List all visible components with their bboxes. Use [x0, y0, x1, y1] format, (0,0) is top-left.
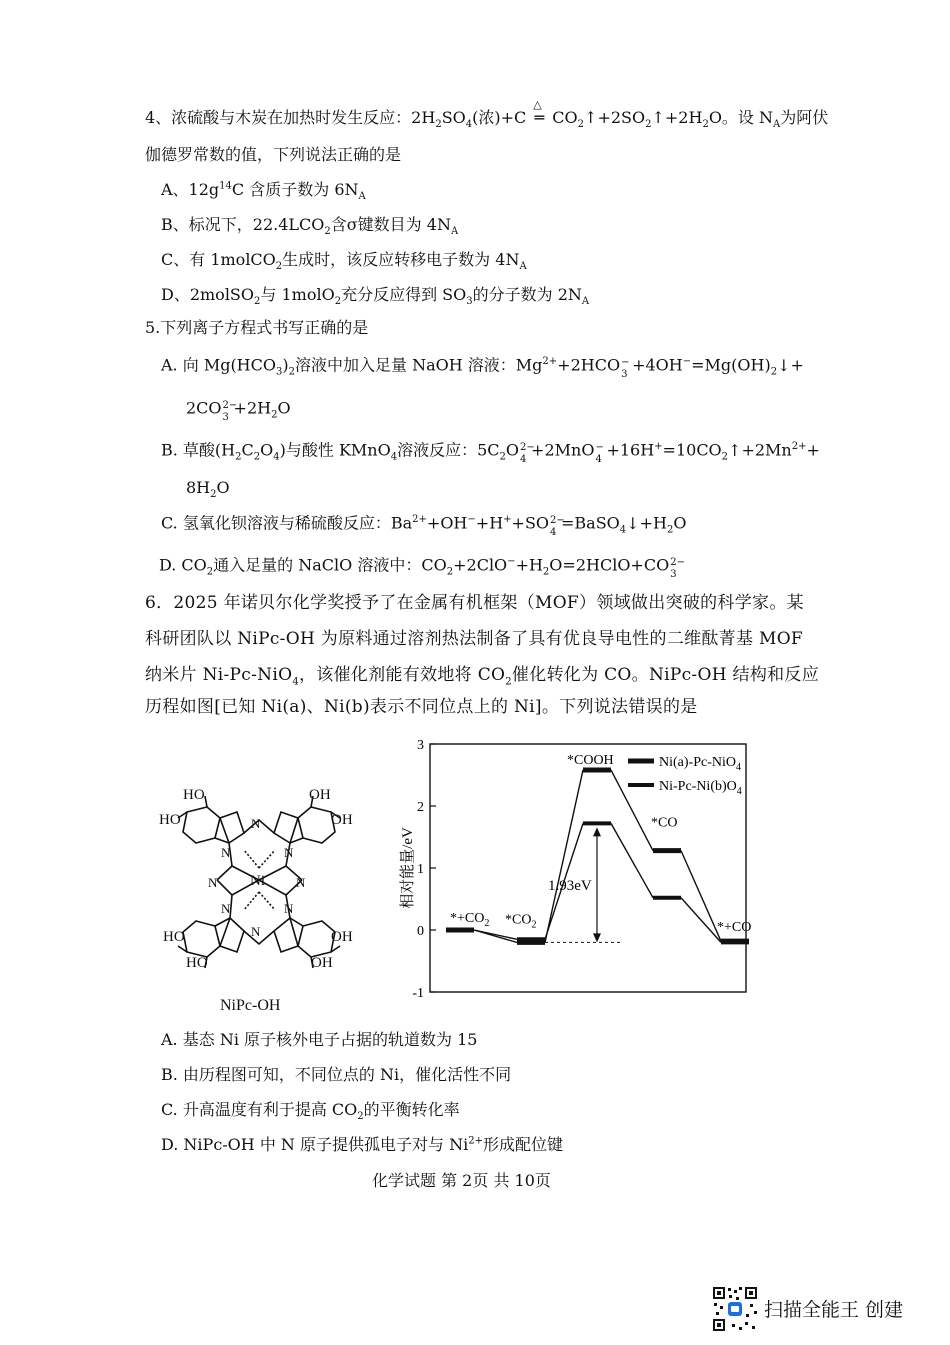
sup: − [621, 357, 630, 368]
n-label: N [296, 875, 306, 890]
text: O [260, 440, 274, 460]
text: 含σ键数目为 4N [330, 215, 451, 234]
text: +2ClO [453, 555, 508, 575]
q4-stem-part: (浓)+C [472, 108, 527, 127]
n-label: N [251, 816, 261, 831]
oh-label: OH [331, 812, 353, 828]
series-connector [681, 851, 721, 942]
sub: 3 [222, 412, 229, 423]
q6-line4: 历程如图[已知 Ni(a)、Ni(b)表示不同位点上的 Ni]。下列说法错误的是 [145, 697, 698, 717]
sup: 2+ [412, 514, 427, 526]
sub: 3 [621, 369, 628, 380]
text: O=2HClO+CO [549, 555, 670, 575]
q4-stem-part: 为阿伏 [780, 108, 829, 127]
state-label: *CO [651, 815, 678, 831]
q5-stem: 5.下列离子方程式书写正确的是 [145, 318, 369, 337]
chart-legend [628, 755, 742, 797]
state-label: $*CO_2$ [505, 912, 537, 931]
text: +2H [233, 398, 272, 418]
q6-line2: 科研团队以 NiPc-OH 为原料通过溶剂热法制备了具有优良导电性的二维酞菁基 MOF [145, 629, 804, 649]
sup: − [682, 356, 692, 368]
sub: A [581, 296, 590, 308]
series-connector [474, 930, 517, 939]
molecule-caption: NiPc-OH [220, 997, 281, 1014]
text: 催化转化为 CO。NiPc-OH 结构和反应 [511, 665, 820, 685]
series-connector [611, 770, 653, 851]
oh-label: OH [331, 929, 353, 945]
text: C、有 1molCO [161, 250, 276, 269]
text: +SO [511, 513, 550, 533]
q4-stem-part: CO [552, 108, 578, 127]
sub: 3 [276, 366, 283, 378]
text: + [806, 440, 820, 460]
text: O [673, 513, 687, 533]
text: 溶液反应：5C [397, 440, 500, 460]
text: B、标况下，22.4LCO [161, 215, 325, 234]
text: C 含质子数为 6N [231, 180, 359, 199]
text: 8H [186, 478, 211, 497]
oh-label: OH [311, 955, 333, 971]
q4-stem-part: SO [441, 108, 466, 127]
barrier-annotation: 1.93eV [548, 877, 592, 894]
text: +OH [426, 513, 468, 533]
sub: 2 [666, 524, 674, 536]
sub: 2 [577, 119, 585, 131]
ho-label: HO [186, 955, 208, 971]
sub: 4 [619, 524, 627, 536]
text: 的平衡转化率 [363, 1100, 460, 1119]
sub: 4 [465, 119, 473, 131]
text: 溶液中加入足量 NaOH 溶液：Mg [295, 355, 543, 375]
text: O [277, 398, 291, 418]
state-label: $*+CO_2$ [450, 911, 490, 929]
sup: 2− [222, 400, 238, 411]
text: ) [282, 355, 289, 375]
state-label: *COOH [567, 753, 614, 769]
text: )与酸性 KMnO [279, 440, 391, 460]
n-label: N [251, 924, 261, 939]
text: D. NiPc-OH 中 N 原子提供孤电子对与 Ni [161, 1135, 469, 1154]
page-footer: 化学试题 第 2页 共 10页 [372, 1171, 551, 1190]
text: O [505, 440, 520, 460]
series-connector [545, 770, 583, 942]
sub: 4 [390, 451, 398, 463]
text: 通入足量的 NaClO 溶液中：CO [213, 555, 447, 575]
text: =Mg(OH) [691, 355, 771, 375]
sup: 2− [670, 557, 685, 568]
text: +2MnO [531, 440, 595, 460]
sup: + [503, 514, 512, 526]
q6-option-a: A. 基态 Ni 原子核外电子占据的轨道数为 15 [161, 1030, 478, 1049]
sub: 2 [235, 451, 242, 463]
sub: 2 [210, 489, 217, 501]
text: +2HCO [557, 355, 621, 375]
text: +H [639, 513, 667, 533]
series-connector [681, 898, 721, 943]
sub: 2 [702, 119, 709, 131]
text: D. CO [159, 555, 207, 575]
q6-option-c [161, 1100, 460, 1123]
sub: 4 [550, 527, 557, 538]
sub: 4 [520, 454, 527, 465]
sub: A [358, 191, 366, 203]
sup: 2− [550, 515, 565, 526]
y-tick-label: 3 [417, 738, 424, 753]
sup: − [507, 556, 516, 568]
sub: 2 [499, 451, 506, 463]
q4-stem-line2: 伽德罗常数的值，下列说法正确的是 [145, 145, 402, 164]
text: 的分子数为 2N [472, 285, 582, 304]
molecule-labels [159, 787, 353, 1014]
y-tick-label: 1 [417, 862, 424, 877]
n-label: N [284, 845, 294, 860]
energy-profile-chart [399, 738, 751, 1001]
sub: 2 [288, 366, 295, 378]
sub: 2 [770, 366, 778, 378]
text: D、2molSO [161, 285, 255, 304]
sub: 2 [721, 451, 729, 463]
y-axis-label: 相对能量/eV [400, 827, 416, 909]
text: +H [475, 513, 504, 533]
sub: 2 [505, 676, 512, 688]
oh-label: OH [309, 787, 331, 803]
text: +H [515, 555, 543, 575]
q4-stem-part: +2H [664, 108, 703, 127]
sub: 3 [466, 296, 473, 308]
text: B. 草酸(H [161, 440, 236, 460]
legend-label: $Ni-Pc-Ni(b)O_4$ [659, 779, 742, 797]
series-connector [611, 823, 653, 897]
text: + [790, 355, 804, 375]
n-label: N [284, 901, 294, 916]
q4-stem-part: 4、浓硫酸与木炭在加热时发生反应：2H [145, 108, 436, 127]
y-tick-label: -1 [412, 986, 424, 1001]
sub: 2 [542, 566, 550, 578]
sup: 2+ [542, 356, 558, 368]
text: +4OH [632, 355, 683, 375]
sub: 4 [273, 451, 280, 463]
state-label: *+CO [717, 920, 752, 936]
sup: − [595, 442, 604, 453]
ho-label: HO [163, 929, 185, 945]
sub: 3 [670, 569, 677, 580]
y-tick-label: 2 [417, 800, 424, 815]
text: 充分反应得到 SO [341, 285, 467, 304]
sub: 2 [446, 566, 454, 578]
text: =10CO [662, 440, 722, 460]
barrier-arrow-head [593, 933, 601, 942]
sub: 2 [324, 226, 331, 238]
sub: 2 [645, 119, 652, 131]
legend-label: Ni(a)-Pc-NiO$_4$ [659, 755, 741, 773]
text: ，该催化剂能有效地将 CO [298, 665, 506, 685]
sub: 2 [357, 1111, 364, 1123]
n-label: N [208, 875, 218, 890]
text: C. 氢氧化钡溶液与稀硫酸反应：Ba [161, 513, 413, 533]
y-tick-label: 0 [417, 924, 424, 939]
sub: 2 [253, 451, 261, 463]
text: =BaSO [561, 513, 620, 533]
sub: 4 [292, 676, 299, 688]
qr-code-icon [712, 1286, 758, 1332]
sub: 4 [595, 454, 602, 465]
barrier-arrow-head [593, 827, 601, 836]
text: 形成配位键 [482, 1135, 563, 1154]
scanner-watermark: 扫描全能王 创建 [764, 1299, 904, 1321]
text: 生成时，该反应转移电子数为 4N [282, 250, 520, 269]
ho-label: HO [183, 787, 205, 803]
sub: 2 [206, 566, 214, 578]
heat-mark: △ [533, 98, 542, 111]
text: +16H [606, 440, 655, 460]
n-label: N [221, 845, 231, 860]
q4-stem-part: +2SO [597, 108, 646, 127]
q6-line1: 6．2025 年诺贝尔化学奖授予了在金属有机框架（MOF）领域做出突破的科学家。某 [145, 593, 804, 613]
ho-label: HO [159, 812, 181, 828]
sub: A [773, 119, 781, 131]
sup: 2− [520, 442, 535, 453]
q4-stem-part: O。设 N [708, 108, 774, 127]
text: 与 1molO [260, 285, 335, 304]
sub: 2 [271, 409, 278, 421]
heat-arrow: △ ═ [526, 108, 552, 128]
sup: + [654, 441, 663, 453]
text: 2CO [186, 398, 222, 418]
sub: 2 [275, 261, 283, 273]
ni-atom-label: Ni [250, 873, 265, 889]
text: C [241, 440, 254, 460]
sup: 2+ [791, 441, 807, 453]
sup: 2+ [468, 1135, 483, 1147]
text: 纳米片 Ni-Pc-NiO [145, 665, 293, 685]
sup: − [467, 514, 476, 526]
n-label: N [221, 901, 231, 916]
sup: 14 [219, 180, 232, 192]
text: O [216, 478, 230, 497]
sub: 2 [334, 296, 342, 308]
text: A、12g [161, 180, 220, 199]
text: +2Mn [741, 440, 792, 460]
sub: A [519, 261, 527, 273]
sub: 2 [435, 119, 442, 131]
q6-option-d [161, 1135, 563, 1155]
sub: 2 [254, 296, 261, 308]
q6-option-b: B. 由历程图可知，不同位点的 Ni，催化活性不同 [161, 1065, 512, 1084]
text: C. 升高温度有利于提高 CO [161, 1100, 358, 1119]
sub: A [450, 226, 459, 238]
text: A. 向 Mg(HCO [161, 355, 276, 375]
